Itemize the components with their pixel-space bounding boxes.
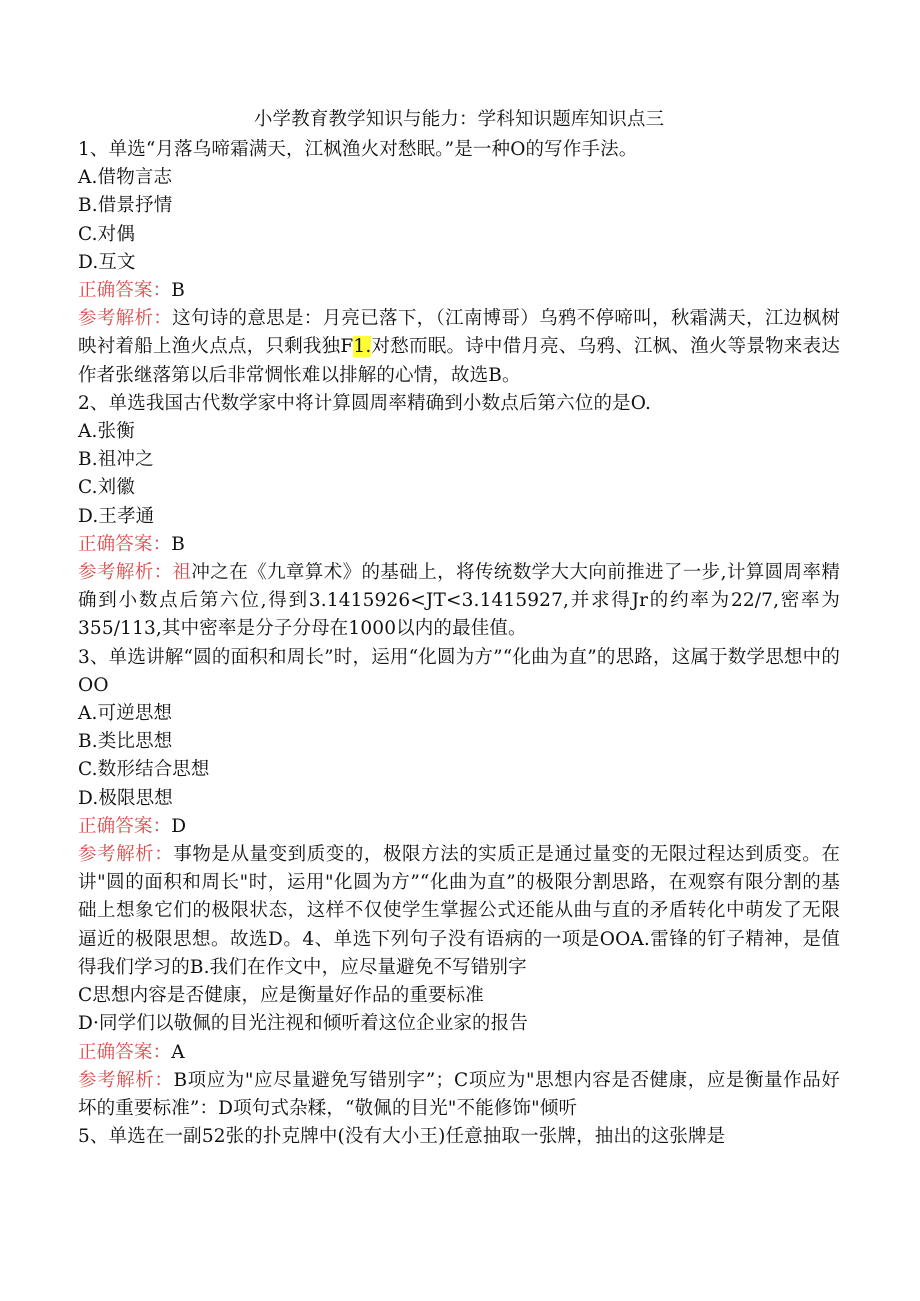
question-3 [78,644,840,982]
option-c: C.对偶 [78,223,135,245]
option-c: C.数形结合思想 [78,759,210,781]
question-stem: 1、单选“月落乌啼霜满天，江枫渔火对愁眠。”是一种O的写作手法。 [78,139,638,160]
option-c: C.刘徽 [78,477,135,499]
highlighted-text: 1. [353,336,372,358]
analysis-label: 参考解析： [78,844,174,866]
question-stem: 3、单选讲解“圆的面积和周长”时，运用“化圆为方”“化曲为直”的思路，这属于数学思想中的OO [78,646,840,696]
question-1 [78,136,840,390]
answer-value: A [171,1041,185,1063]
question-2 [78,390,840,644]
answer-line [78,531,840,559]
option-d: D.互文 [78,251,136,273]
question-stem: 2、单选我国古代数学家中将计算圆周率精确到小数点后第六位的是O. [78,392,652,414]
document-title: 小学教育教学知识与能力：学科知识题库知识点三 [253,109,665,130]
answer-value: B [171,280,186,302]
option-b: B.类比思想 [78,731,173,753]
answer-label: 正确答案： [78,1041,172,1063]
analysis-label: 参考解析： [78,1069,174,1091]
analysis-text-part1: 这句诗的意思是：月亮已落下，（江南博哥）乌鸦不停啼叫，秋霜满天，江边枫树映衬着船上渔火点点，只剩我独F [78,308,840,358]
analysis-text: 冲之在《九章算术》的基础上，将传统数学大大向前推进了一步,计算圆周率精确到小数点后第六位,得到3.1415926<JT<3.1415927,并求得Jr的约率为22/7,密率为355/113,其中密率是分子分母在1000以内的最佳值。 [78,562,840,640]
analysis-label: 参考解析： [78,308,173,330]
option-d: D·同学们以敬佩的目光注视和倾听着这位企业家的报告 [78,1013,528,1035]
answer-line [78,277,840,305]
option-a: A.可逆思想 [78,703,173,725]
analysis-paragraph [78,559,840,644]
option-c: C思想内容是否健康，应是衡量好作品的重要标准 [78,985,484,1007]
analysis-paragraph [78,1067,840,1123]
analysis-text: 事物是从量变到质变的，极限方法的实质正是通过量变的无限过程达到质变。在讲"圆的面积和周长"时，运用"化圆为方”“化曲为直”的极限分割思路，在观察有限分割的基础上想象它们的极限状态，这样不仅使学生掌握公式还能从曲与直的矛盾转化中萌发了无限逼近的极限思想。故选D。4、单选下列句子没有语病的一项是OOA.雷锋的钉子精神，是值得我们学习的B.我们在作文中，应尽量避免不写错别字 [78,844,840,978]
option-a: A.张衡 [78,421,135,443]
answer-label: 正确答案： [78,815,172,837]
analysis-paragraph [78,841,840,982]
analysis-label: 参考解析：祖 [78,562,192,584]
option-b: B.借景抒情 [78,195,173,217]
option-a: A.借物言志 [78,167,173,189]
question-stem: 5、单选在一副52张的扑克牌中(没有大小王)任意抽取一张牌，抽出的这张牌是 [78,1126,726,1148]
analysis-text: B项应为"应尽量避免写错别字”；C项应为"思想内容是否健康，应是衡量作品好坏的重要标准”：D项句式杂糅，“敬佩的目光"不能修饰"倾听 [78,1069,840,1119]
option-b: B.祖冲之 [78,449,154,471]
answer-line [78,1039,840,1067]
option-d: D.王孝通 [78,505,155,527]
analysis-paragraph [78,305,840,390]
question-4 [78,982,840,1123]
answer-value: D [171,815,187,837]
analysis-text-part2: 对愁而眠。诗中借月亮、乌鸦、江枫、渔火等景物来表达作者张继落第以后非常惆怅难以排解的心情，故选B。 [78,336,840,386]
option-d: D.极限思想 [78,787,173,809]
answer-value: B [171,533,186,555]
answer-label: 正确答案： [78,280,172,302]
answer-label: 正确答案： [78,533,172,555]
answer-line [78,813,840,841]
question-5 [78,1123,840,1151]
